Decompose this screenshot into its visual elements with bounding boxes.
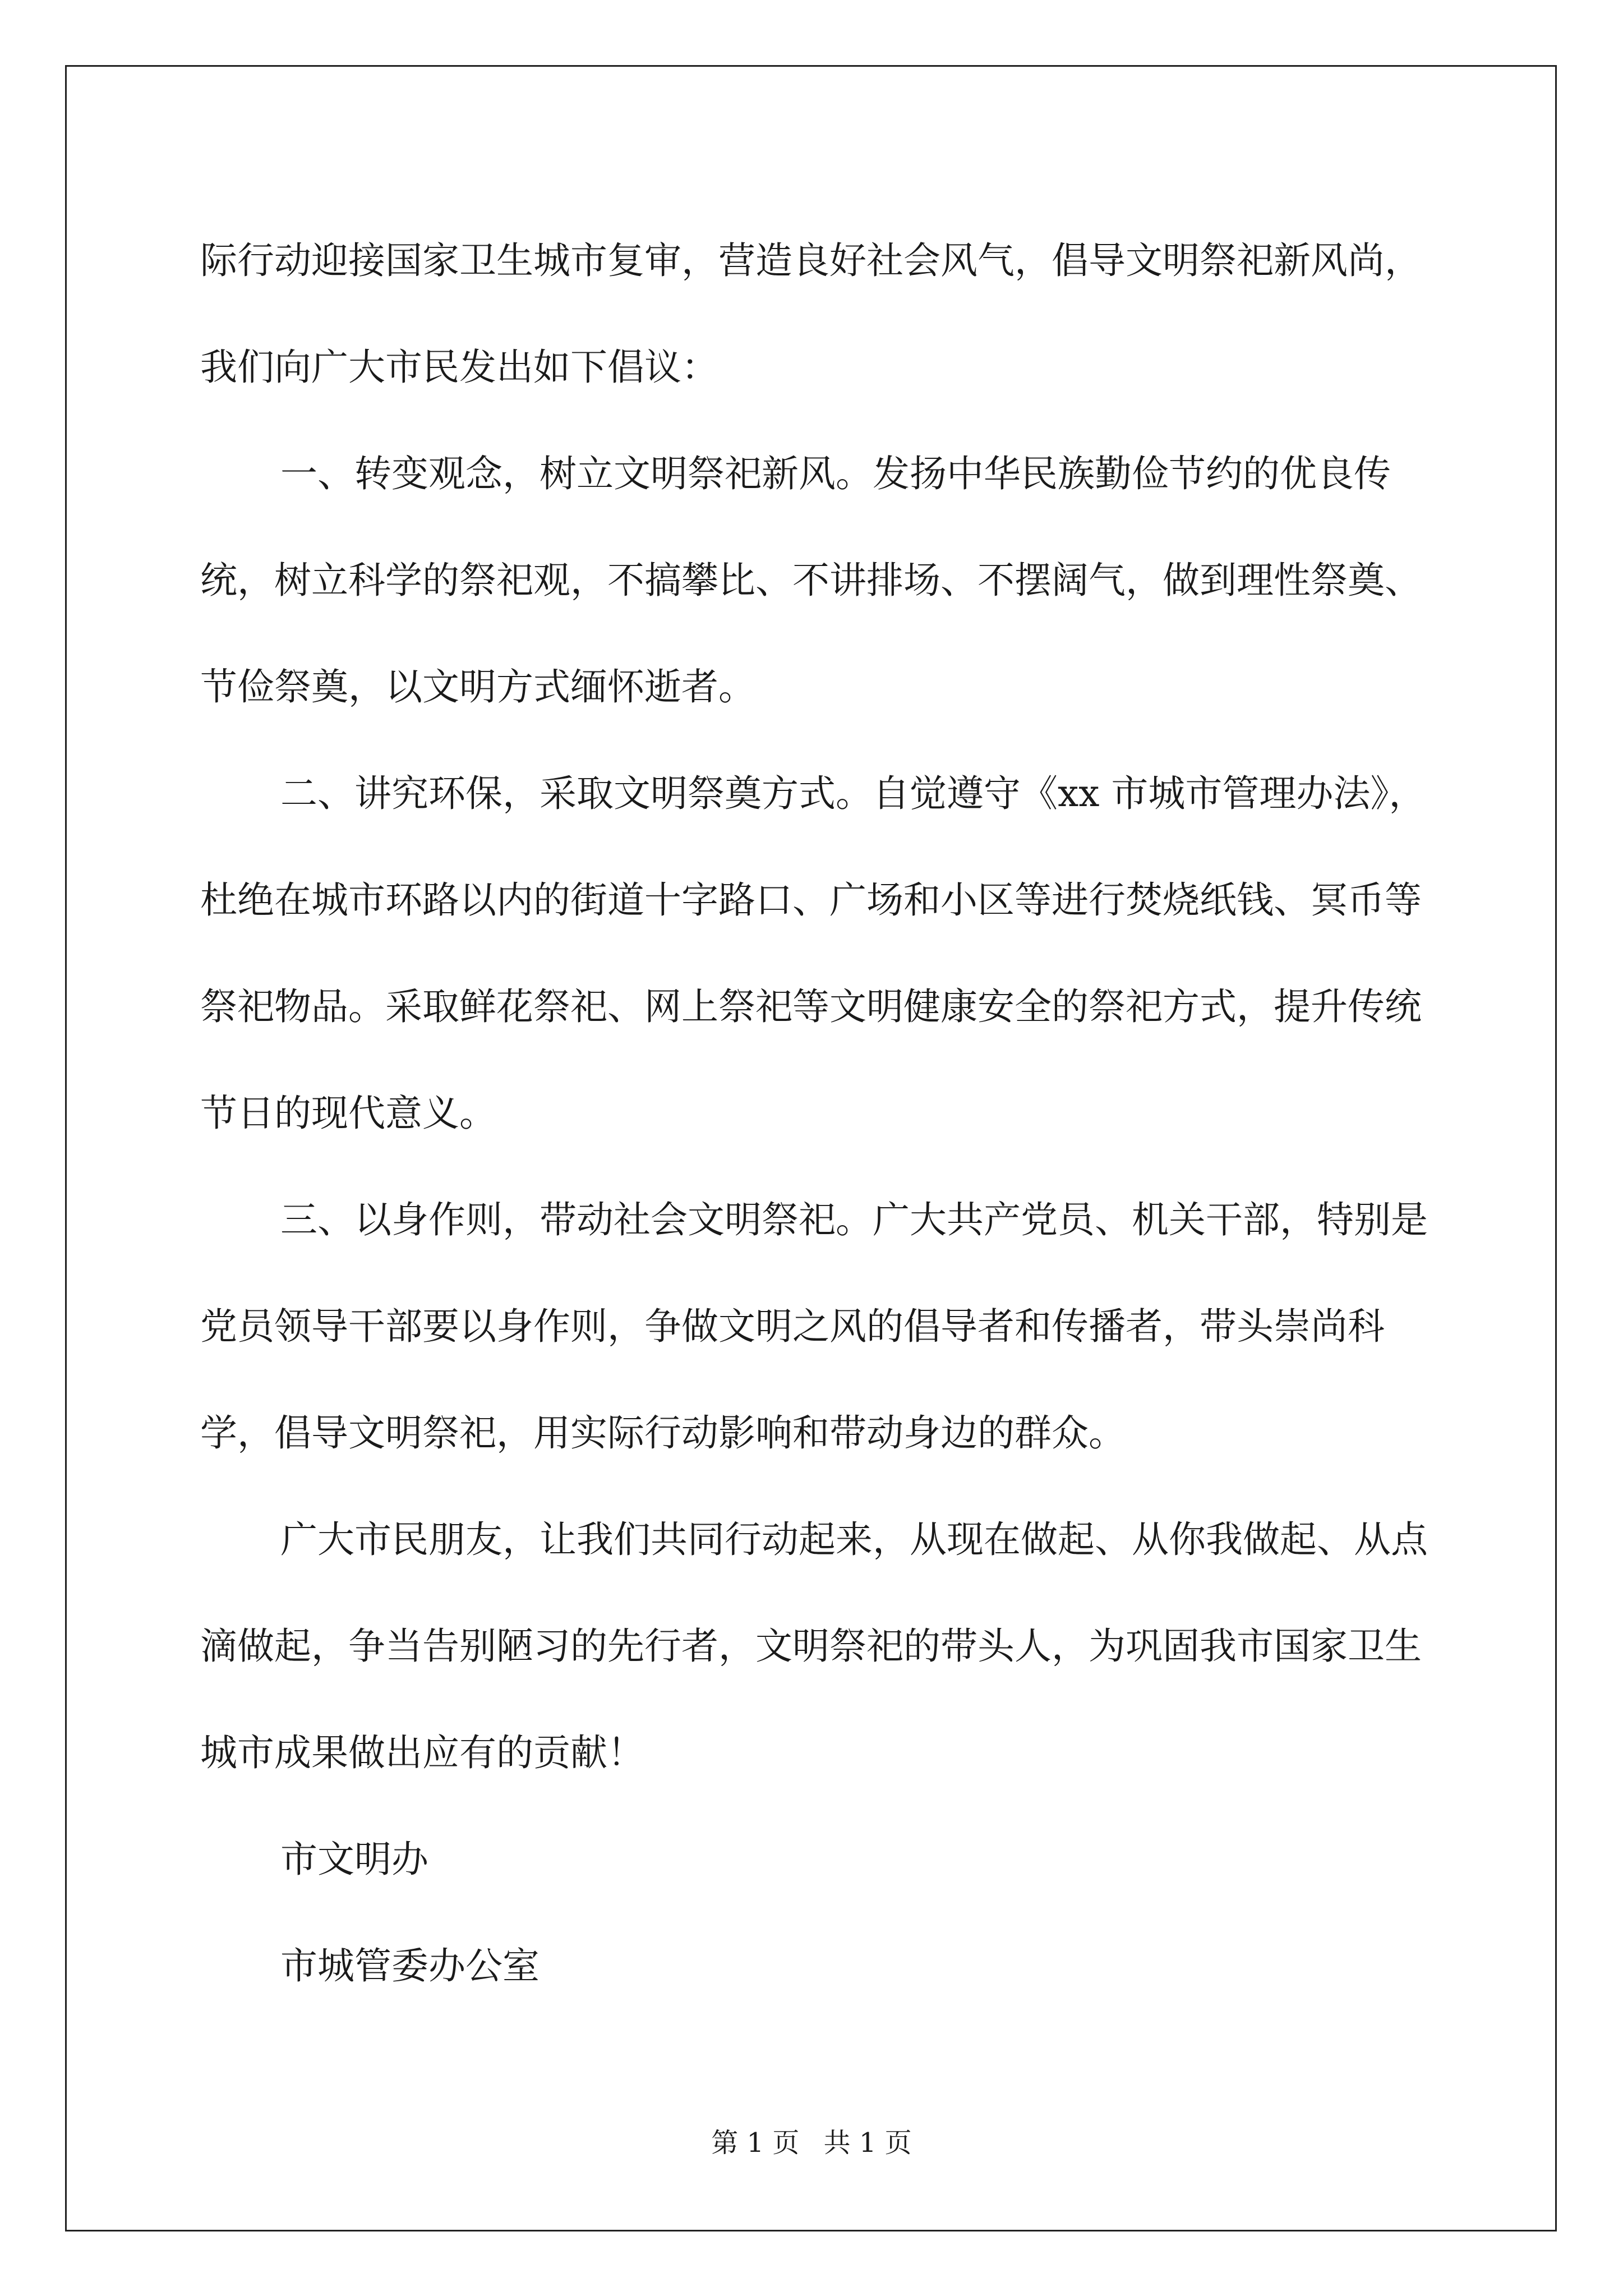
paragraph-item-1: 一、转变观念，树立文明祭祀新风。发扬中华民族勤俭节约的优良传统，树立科学的祭祀观，不搞攀比、不讲排场、不摆阔气，做到理性祭奠、节俭祭奠，以文明方式缅怀逝者。 [200, 452, 1422, 708]
page-number-total: 共 1 页 [823, 2127, 912, 2159]
paragraph-intro: 际行动迎接国家卫生城市复审，营造良好社会风气，倡导文明祭祀新风尚，我们向广大市民发出如下倡议： [200, 239, 1422, 389]
signature-office-2: 市城管委办公室 [280, 1944, 540, 1987]
page-footer [0, 2126, 1623, 2160]
page-number-current: 第 1 页 [711, 2127, 800, 2159]
document-body [200, 208, 1434, 2019]
paragraph-item-2: 二、讲究环保，采取文明祭奠方式。自觉遵守《xx 市城市管理办法》，杜绝在城市环路以内的街道十字路口、广场和小区等进行焚烧纸钱、冥币等祭祀物品。采取鲜花祭祀、网上祭祀等文明健康安全的祭祀方式，提升传统节日的现代意义。 [200, 772, 1426, 1135]
paragraph-item-3: 三、以身作则，带动社会文明祭祀。广大共产党员、机关干部，特别是党员领导干部要以身作则，争做文明之风的倡导者和传播者，带头崇尚科学，倡导文明祭祀，用实际行动影响和带动身边的群众。 [200, 1198, 1428, 1455]
signature-office-1: 市文明办 [280, 1838, 428, 1881]
paragraph-closing: 广大市民朋友，让我们共同行动起来，从现在做起、从你我做起、从点滴做起，争当告别陋习的先行者，文明祭祀的带头人，为巩固我市国家卫生城市成果做出应有的贡献！ [200, 1518, 1428, 1774]
